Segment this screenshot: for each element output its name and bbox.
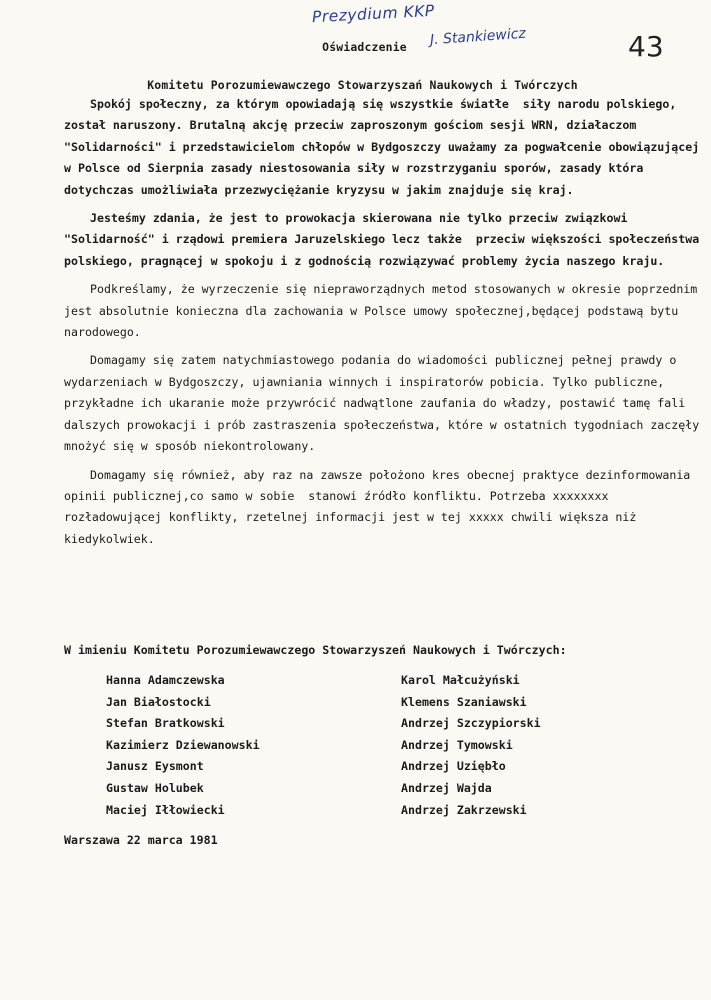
paragraph-4: Domagamy się zatem natychmiastowego podania do wiadomości publicznej pełnej prawdy o wydarzeniach w Bydgoszczy, ujawniania winnych i inspiratorów pobicia. Tylko publiczne, przykładne ich ukaranie może przywrócić nadwątlone zaufania do władzy, postawić tamę fali dalszych prowokacji i prób zastraszenia społeczeństwa, które w ostatnich tygodniach zaczęły mnożyć się w sposób niekontrolowany. <box>64 353 707 454</box>
document-subtitle: Komitetu Porozumiewawczego Stowarzyszań Naukowych i Twórczych <box>147 78 578 92</box>
signatory-name: Klemens Szaniawski <box>401 694 527 709</box>
paragraph-1: Spokój społeczny, za którym opowiadają się wszystkie światłe siły narodu polskiego, został naruszony. Brutalną akcję przeciw zaproszonym gościom sesji WRN, działaczom "Solidarności" i przedstawicielom chłopów w Bydgoszczy uważamy za pogwałcenie obowiązującej w Polsce od Sierpnia zasady niestosowania siły w rozstrzyganiu sporów, zasady która dotychczas umożliwiała przezwyciężanie kryzysu w jakim znajduje się kraj. <box>64 97 707 197</box>
signatory-name: Maciej Iłłowiecki <box>106 802 225 817</box>
signatory-name: Janusz Eysmont <box>106 759 204 774</box>
signatories-intro: W imieniu Komitetu Porozumiewawczego Stowarzyszeń Naukowych i Twórczych: <box>64 643 567 657</box>
signatory-name: Karol Małcużyński <box>401 673 520 687</box>
signatories-right-column <box>401 670 541 821</box>
signatories-left-column <box>106 670 260 821</box>
signatory-name: Andrzej Tymowski <box>401 737 513 752</box>
signatory-name: Andrzej Zakrzewski <box>401 802 527 817</box>
handwritten-annotation-name: J. Stankiewicz <box>429 25 527 49</box>
signatory-name: Andrzej Wajda <box>401 780 492 795</box>
document-title: Oświadczenie <box>322 40 407 54</box>
document-body <box>64 94 707 557</box>
page-number: 43 <box>628 30 664 63</box>
signatory-name: Kazimierz Dziewanowski <box>106 737 260 752</box>
signatory-name: Andrzej Uziębło <box>401 759 506 774</box>
handwritten-annotation-top: Prezydium KKP <box>311 1 436 27</box>
signatory-name: Gustaw Holubek <box>106 780 204 795</box>
signatory-name: Jan Białostocki <box>106 694 211 709</box>
signatory-name: Andrzej Szczypiorski <box>401 716 541 731</box>
signatory-name: Stefan Bratkowski <box>106 716 225 731</box>
paragraph-5: Domagamy się również, aby raz na zawsze położono kres obecnej praktyce dezinformowania opinii publicznej,co samo w sobie stanowi źródło konfliktu. Potrzeba xxxxxxxx rozładowującej konflikty, rzetelnej informacji jest w tej xxxxx chwili większa niż kiedykolwiek. <box>64 467 698 546</box>
place-date: Warszawa 22 marca 1981 <box>64 833 218 847</box>
paragraph-3: Podkreślamy, że wyrzeczenie się niepraworządnych metod stosowanych w okresie poprzednim jest absolutnie konieczna dla zachowania w Polsce umowy społecznej,będącej podstawą bytu narodowego. <box>64 282 705 340</box>
signatory-name: Hanna Adamczewska <box>106 673 225 687</box>
paragraph-2: Jesteśmy zdania, że jest to prowokacja skierowana nie tylko przeciw związkowi "Solidarność" i rządowi premiera Jaruzelskiego lecz także przeciw większości społeczeństwa polskiego, pragnącej w spokoju i z godnością rozwiązywać problemy życia naszego kraju. <box>64 211 707 268</box>
